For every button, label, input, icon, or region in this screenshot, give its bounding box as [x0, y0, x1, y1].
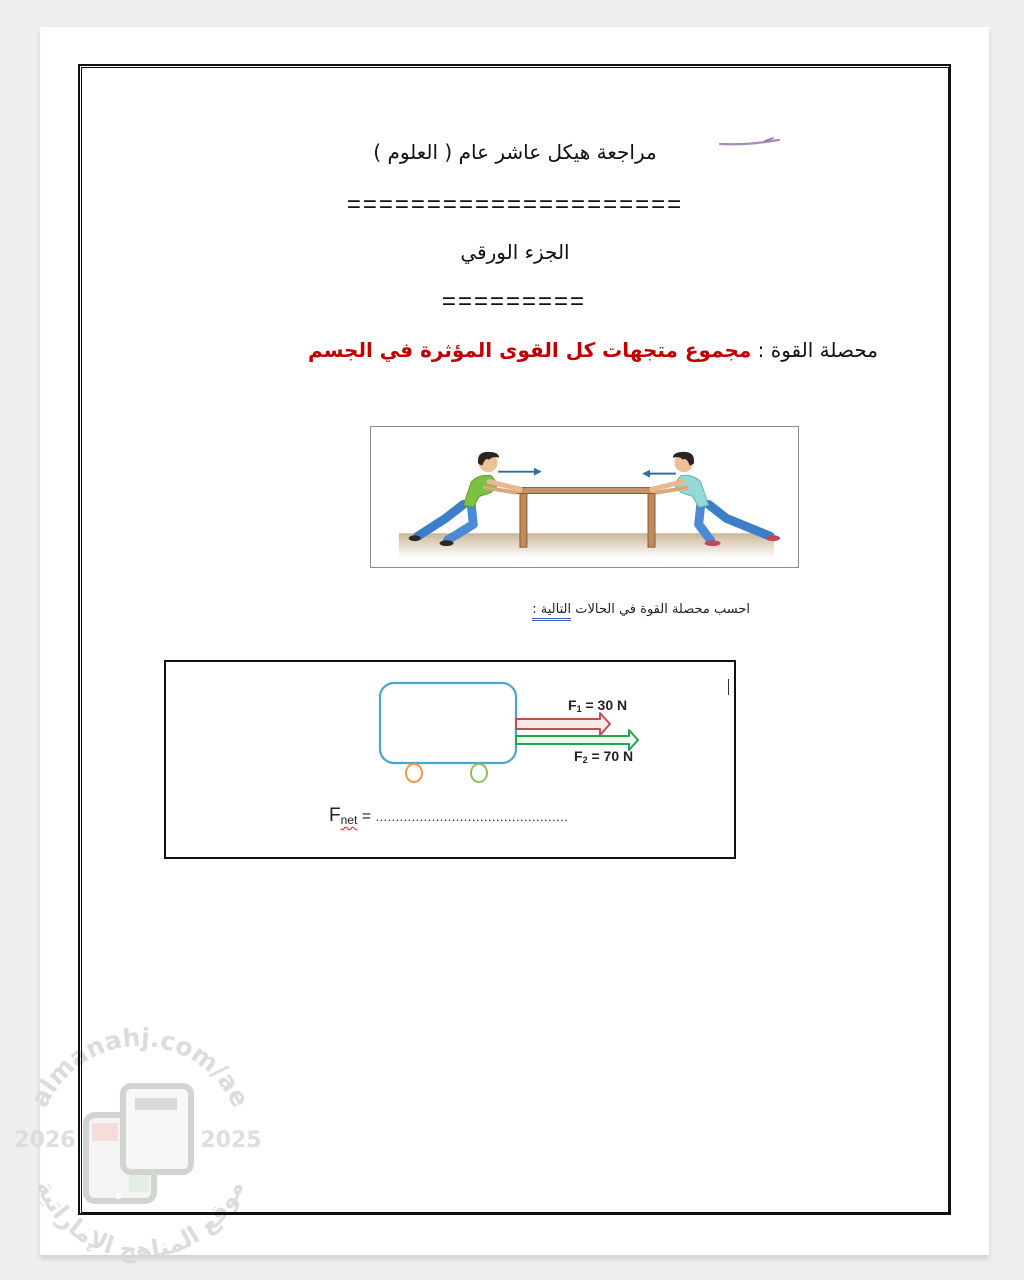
force-value: = 30 N: [581, 697, 628, 713]
left-boy-shoe: [440, 540, 454, 546]
watermark-arabic-name: موقع المناهج الإماراتية: [30, 1176, 250, 1265]
illustration-drawing: [371, 427, 798, 567]
cart-wheel-right: [471, 764, 487, 782]
force-value: = 70 N: [587, 748, 634, 764]
force-symbol: F: [568, 697, 577, 713]
instruction-main: احسب محصلة القوة في الحالات: [571, 602, 750, 617]
right-boy-hand: [650, 486, 657, 493]
left-boy-hand: [515, 486, 522, 493]
separator-long: =====================: [346, 191, 684, 218]
force-symbol: F: [574, 748, 583, 764]
arrow-right-icon: [498, 468, 542, 476]
definition-text: مجموع متجهات كل القوى المؤثرة في الجسم: [308, 338, 752, 362]
page-frame-inner: [81, 67, 949, 1213]
left-boy-shoe: [409, 535, 421, 541]
table-leg-right: [648, 493, 655, 548]
answer-blank[interactable]: ................................................: [375, 809, 569, 824]
cart-diagram: [164, 660, 736, 859]
arrow-left-icon: [642, 470, 676, 478]
answer-subscript: net: [340, 813, 358, 827]
definition-line: [250, 338, 878, 362]
page-title: مراجعة هيكل عاشر عام ( العلوم ): [373, 140, 657, 164]
force-subscript: 1: [576, 704, 582, 714]
force-subscript: 2: [582, 755, 588, 765]
right-boy-shoe: [766, 535, 780, 541]
text-cursor: [728, 679, 729, 695]
cart-wheel-left: [406, 764, 422, 782]
boys-pushing-table-image: [370, 426, 799, 568]
definition-term: محصلة القوة :: [751, 338, 878, 362]
force-label-f2: [574, 748, 633, 768]
right-boy-back-leg: [709, 504, 771, 536]
watermark-year-right: 2025: [200, 1128, 262, 1153]
table-leg-left: [520, 493, 527, 548]
table-top: [517, 488, 658, 494]
force-label-f1: [568, 697, 627, 717]
problem-box: [164, 660, 736, 859]
watermark-url: almanahj.com/ae: [24, 1022, 256, 1112]
section-title: الجزء الورقي: [460, 240, 570, 264]
force-arrow-f2: [516, 730, 638, 750]
right-boy-shoe: [705, 540, 721, 546]
net-force-answer[interactable]: [329, 805, 568, 827]
instruction-text: [420, 602, 750, 617]
answer-symbol: F: [329, 805, 341, 826]
separator-short: =========: [441, 288, 587, 315]
left-boy-figure: [409, 452, 523, 546]
answer-equals: =: [357, 808, 376, 825]
pen-mark: [715, 132, 785, 152]
right-boy-figure: [650, 452, 781, 546]
cart-body: [380, 683, 516, 763]
instruction-underlined: التالية :: [532, 602, 571, 621]
watermark-year-left: 2026: [14, 1128, 76, 1153]
